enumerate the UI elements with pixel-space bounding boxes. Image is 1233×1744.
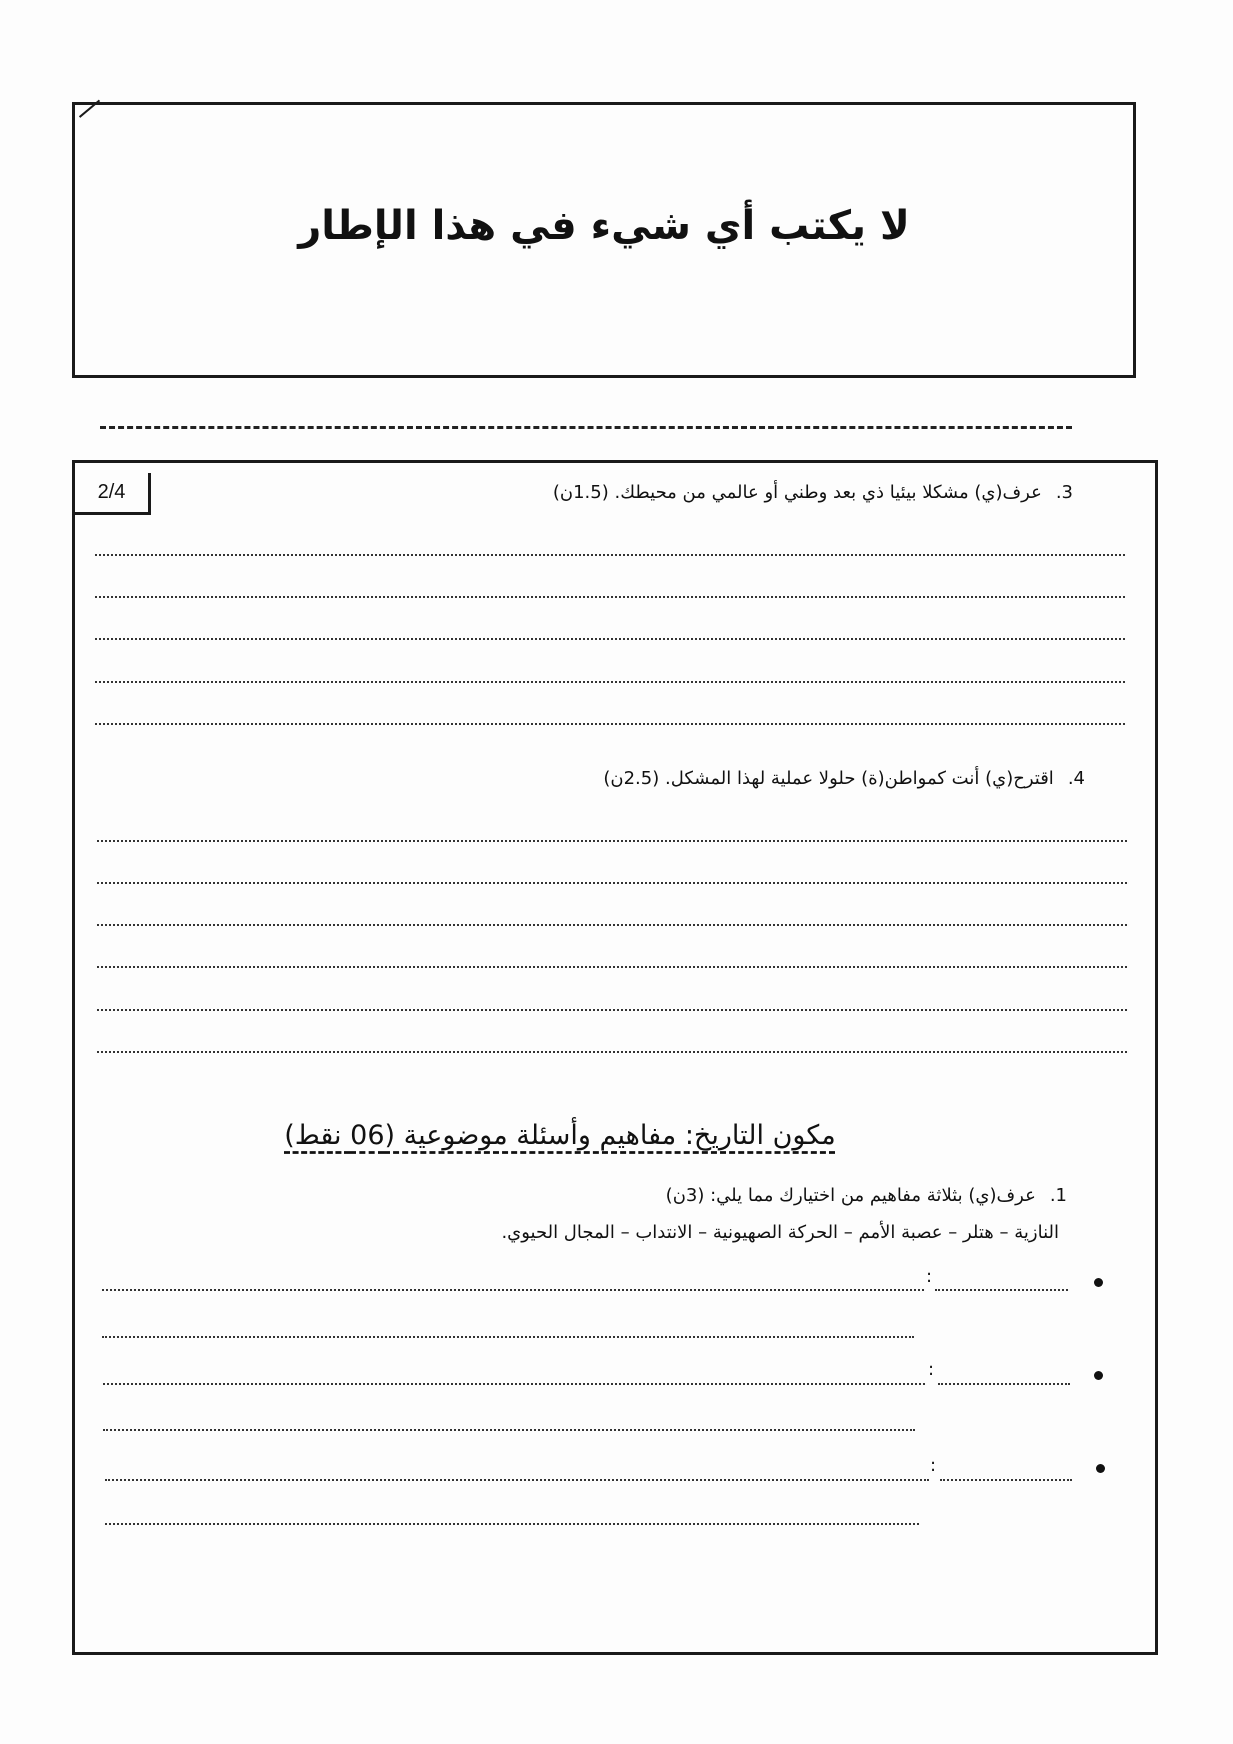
page-number: 2/4	[75, 473, 151, 515]
do-not-write-title: لا يكتب أي شيء في هذا الإطار	[298, 203, 910, 249]
definition-line[interactable]	[103, 1429, 915, 1431]
definition-line[interactable]	[103, 1383, 925, 1385]
bullet	[1094, 1371, 1103, 1380]
question-4-number: 4.	[1067, 768, 1085, 789]
answer-line[interactable]	[97, 924, 1127, 926]
answer-line[interactable]	[95, 681, 1125, 683]
answer-line[interactable]	[97, 840, 1127, 842]
do-not-write-box	[72, 102, 1136, 378]
question-3-number: 3.	[1055, 482, 1073, 503]
definition-line[interactable]	[105, 1523, 919, 1525]
cut-line	[100, 426, 1072, 429]
definition-line[interactable]	[102, 1336, 914, 1338]
colon: :	[930, 1455, 937, 1476]
answer-line[interactable]	[95, 638, 1125, 640]
bullet	[1094, 1278, 1103, 1287]
colon: :	[928, 1359, 935, 1380]
question-4-text: اقترح(ي) أنت كمواطن(ة) حلولا عملية لهذا المشكل. (2.5ن)	[603, 768, 1054, 789]
colon: :	[926, 1266, 933, 1287]
answer-line[interactable]	[97, 1051, 1127, 1053]
corner-mark	[79, 100, 100, 118]
history-section-title: مكون التاريخ: مفاهيم وأسئلة موضوعية (06 نقط)	[284, 1120, 836, 1151]
history-question-1	[666, 1185, 1067, 1206]
answer-line[interactable]	[97, 966, 1127, 968]
term-line[interactable]	[935, 1289, 1068, 1291]
answer-line[interactable]	[97, 1009, 1127, 1011]
history-terms: النازية – هتلر – عصبة الأمم – الحركة الصهيونية – الانتداب – المجال الحيوي.	[501, 1222, 1059, 1243]
term-line[interactable]	[940, 1479, 1072, 1481]
question-4	[603, 768, 1085, 789]
history-question-1-number: 1.	[1049, 1185, 1067, 1206]
question-3	[553, 482, 1073, 503]
answer-line[interactable]	[97, 882, 1127, 884]
bullet	[1096, 1464, 1105, 1473]
answer-line[interactable]	[95, 723, 1125, 725]
question-3-text: عرف(ي) مشكلا بيئيا ذي بعد وطني أو عالمي من محيطك. (1.5ن)	[552, 482, 1042, 503]
answer-line[interactable]	[95, 596, 1125, 598]
definition-line[interactable]	[102, 1289, 924, 1291]
answer-line[interactable]	[95, 554, 1125, 556]
history-question-1-text: عرف(ي) بثلاثة مفاهيم من اختيارك مما يلي: (3ن)	[665, 1185, 1036, 1206]
definition-line[interactable]	[105, 1479, 929, 1481]
term-line[interactable]	[938, 1383, 1070, 1385]
